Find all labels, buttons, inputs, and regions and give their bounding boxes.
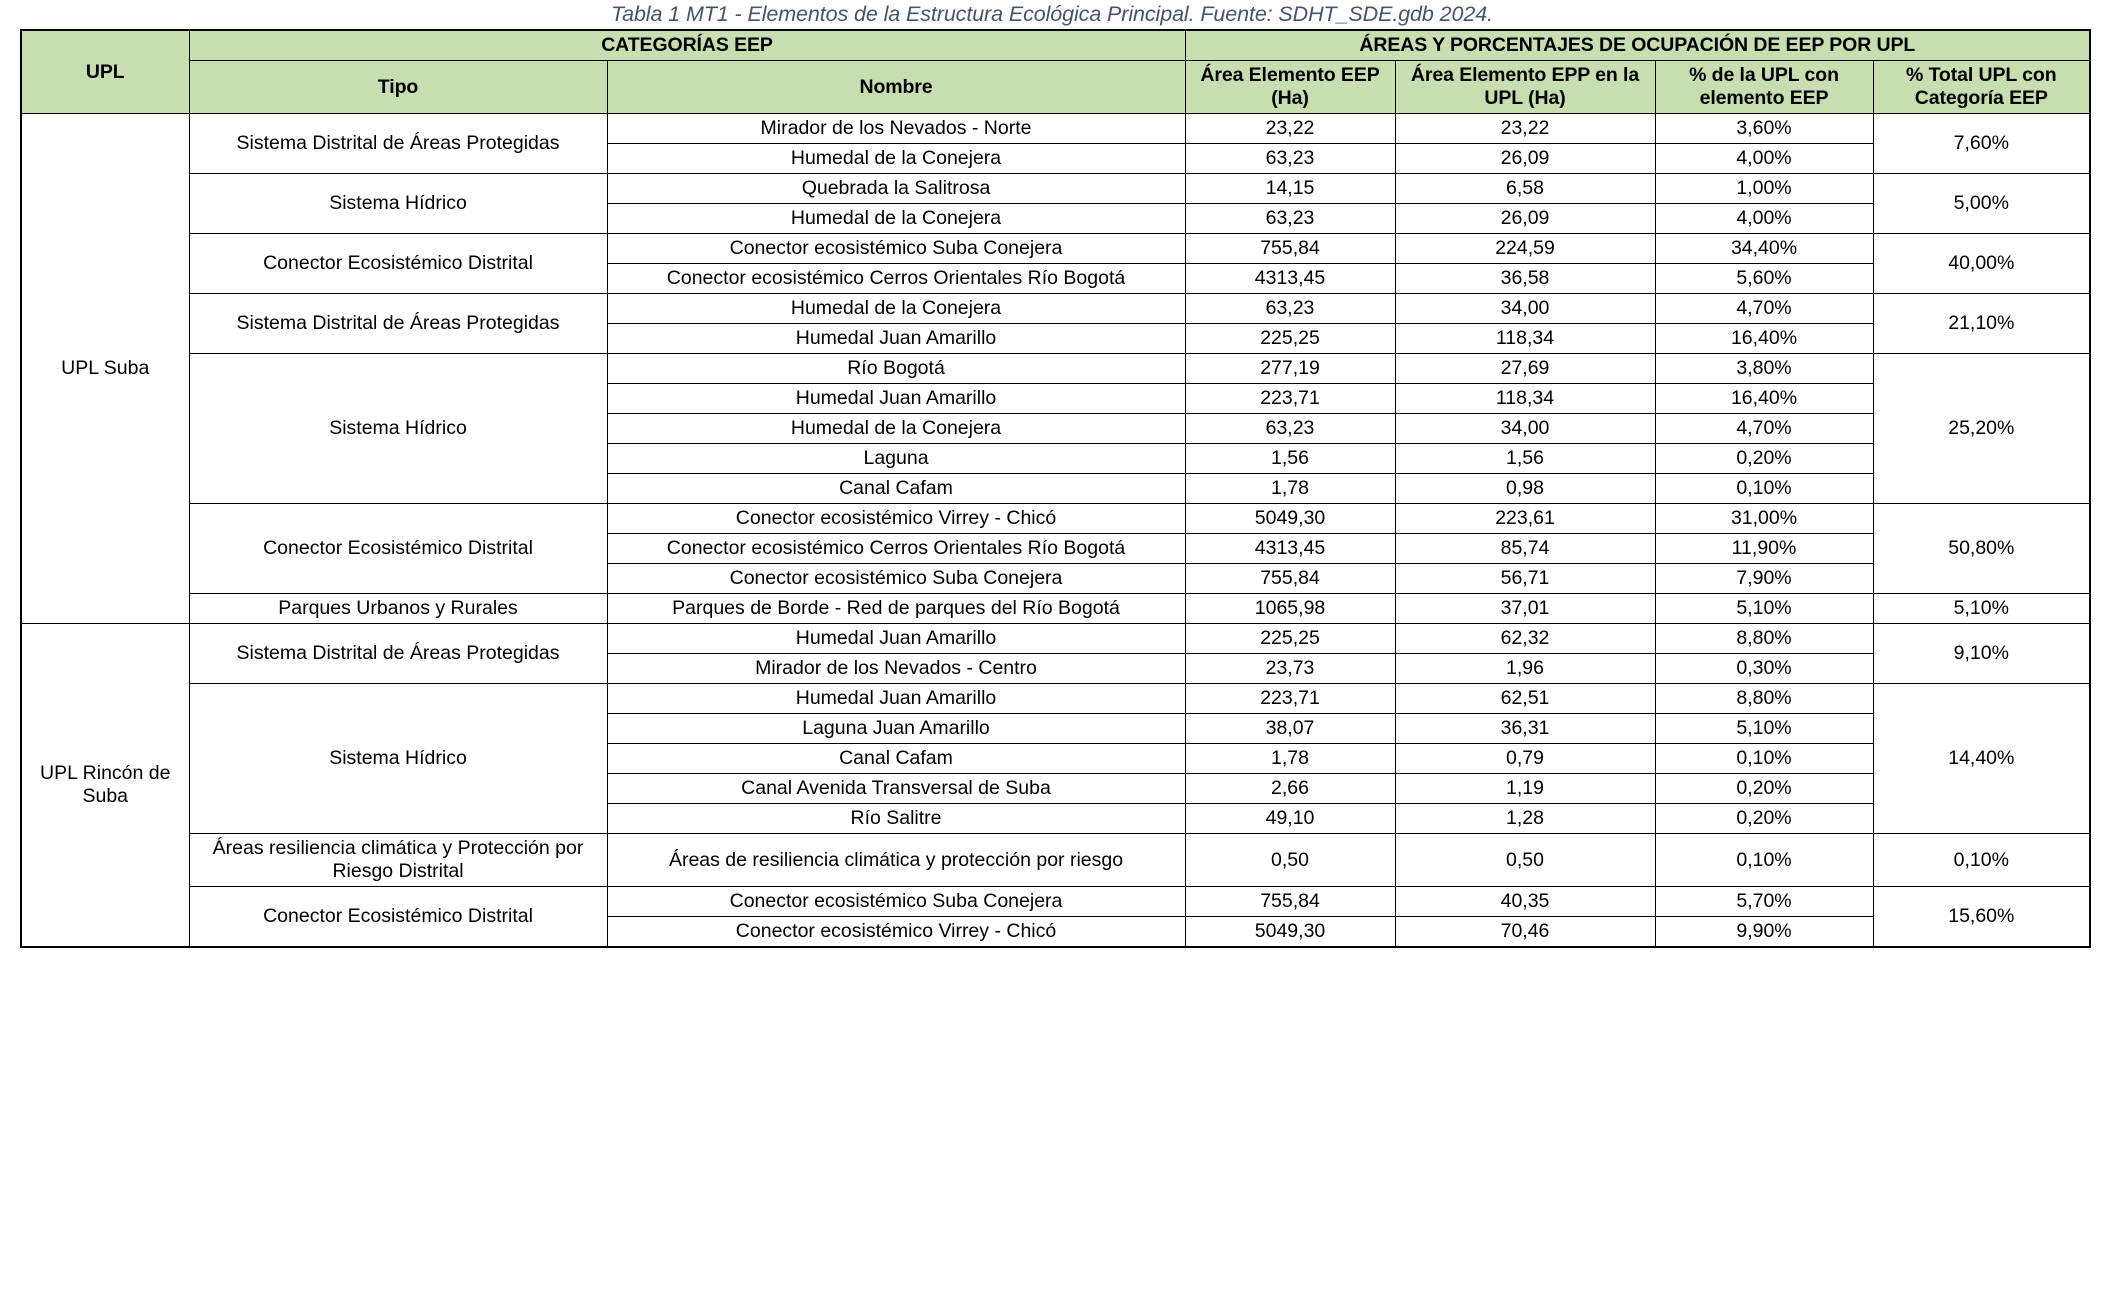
- cell-nombre: Humedal Juan Amarillo: [607, 324, 1185, 354]
- cell-area-elemento-eep: 14,15: [1185, 174, 1395, 204]
- cell-nombre: Conector ecosistémico Suba Conejera: [607, 234, 1185, 264]
- cell-tipo: Áreas resiliencia climática y Protección por Riesgo Distrital: [189, 834, 607, 887]
- cell-nombre: Río Bogotá: [607, 354, 1185, 384]
- cell-tipo: Parques Urbanos y Rurales: [189, 594, 607, 624]
- cell-tipo: Sistema Hídrico: [189, 354, 607, 504]
- table-row: [21, 504, 2090, 534]
- cell-area-elemento-upl: 56,71: [1395, 564, 1655, 594]
- cell-nombre: Conector ecosistémico Cerros Orientales Río Bogotá: [607, 534, 1185, 564]
- table-row: [21, 684, 2090, 714]
- cell-nombre: Humedal de la Conejera: [607, 414, 1185, 444]
- cell-area-elemento-upl: 34,00: [1395, 294, 1655, 324]
- header-upl: UPL: [21, 30, 189, 114]
- cell-nombre: Humedal Juan Amarillo: [607, 384, 1185, 414]
- cell-pct-elemento: 16,40%: [1655, 324, 1873, 354]
- cell-tipo: Conector Ecosistémico Distrital: [189, 887, 607, 948]
- cell-nombre: Humedal Juan Amarillo: [607, 624, 1185, 654]
- cell-pct-elemento: 5,10%: [1655, 714, 1873, 744]
- cell-nombre: Humedal de la Conejera: [607, 144, 1185, 174]
- cell-upl: UPL Suba: [21, 114, 189, 624]
- cell-area-elemento-upl: 1,56: [1395, 444, 1655, 474]
- cell-pct-elemento: 16,40%: [1655, 384, 1873, 414]
- table-row: [21, 624, 2090, 654]
- cell-pct-elemento: 5,10%: [1655, 594, 1873, 624]
- cell-pct-elemento: 0,20%: [1655, 774, 1873, 804]
- cell-area-elemento-eep: 4313,45: [1185, 534, 1395, 564]
- cell-area-elemento-eep: 0,50: [1185, 834, 1395, 887]
- cell-area-elemento-upl: 62,51: [1395, 684, 1655, 714]
- cell-area-elemento-upl: 1,28: [1395, 804, 1655, 834]
- cell-area-elemento-upl: 26,09: [1395, 144, 1655, 174]
- cell-upl: UPL Rincón de Suba: [21, 624, 189, 948]
- header-pct-upl-elemento: % de la UPL con elemento EEP: [1655, 61, 1873, 114]
- cell-pct-elemento: 9,90%: [1655, 917, 1873, 948]
- cell-pct-elemento: 1,00%: [1655, 174, 1873, 204]
- cell-area-elemento-eep: 2,66: [1185, 774, 1395, 804]
- cell-nombre: Río Salitre: [607, 804, 1185, 834]
- cell-area-elemento-eep: 49,10: [1185, 804, 1395, 834]
- cell-nombre: Canal Cafam: [607, 474, 1185, 504]
- table-row: [21, 174, 2090, 204]
- cell-area-elemento-upl: 62,32: [1395, 624, 1655, 654]
- cell-nombre: Humedal de la Conejera: [607, 204, 1185, 234]
- cell-area-elemento-upl: 26,09: [1395, 204, 1655, 234]
- eep-table: [20, 29, 2091, 948]
- cell-pct-total-categoria: 21,10%: [1873, 294, 2090, 354]
- cell-nombre: Mirador de los Nevados - Centro: [607, 654, 1185, 684]
- cell-area-elemento-eep: 755,84: [1185, 887, 1395, 917]
- cell-area-elemento-upl: 85,74: [1395, 534, 1655, 564]
- cell-pct-total-categoria: 5,00%: [1873, 174, 2090, 234]
- table-container: [0, 29, 2104, 948]
- cell-nombre: Conector ecosistémico Cerros Orientales Río Bogotá: [607, 264, 1185, 294]
- cell-pct-elemento: 34,40%: [1655, 234, 1873, 264]
- cell-pct-total-categoria: 5,10%: [1873, 594, 2090, 624]
- cell-tipo: Conector Ecosistémico Distrital: [189, 504, 607, 594]
- table-body: [21, 114, 2090, 948]
- cell-area-elemento-upl: 36,58: [1395, 264, 1655, 294]
- cell-nombre: Conector ecosistémico Virrey - Chicó: [607, 917, 1185, 948]
- cell-area-elemento-upl: 1,96: [1395, 654, 1655, 684]
- cell-pct-elemento: 0,20%: [1655, 444, 1873, 474]
- cell-pct-total-categoria: 14,40%: [1873, 684, 2090, 834]
- header-group-categorias: CATEGORÍAS EEP: [189, 30, 1185, 61]
- cell-area-elemento-eep: 63,23: [1185, 414, 1395, 444]
- cell-area-elemento-upl: 34,00: [1395, 414, 1655, 444]
- cell-area-elemento-eep: 63,23: [1185, 204, 1395, 234]
- cell-area-elemento-upl: 1,19: [1395, 774, 1655, 804]
- cell-nombre: Parques de Borde - Red de parques del Río Bogotá: [607, 594, 1185, 624]
- cell-pct-elemento: 0,10%: [1655, 744, 1873, 774]
- cell-area-elemento-eep: 23,73: [1185, 654, 1395, 684]
- cell-nombre: Canal Avenida Transversal de Suba: [607, 774, 1185, 804]
- cell-nombre: Áreas de resiliencia climática y protección por riesgo: [607, 834, 1185, 887]
- header-row-columns: [21, 61, 2090, 114]
- cell-pct-elemento: 4,00%: [1655, 204, 1873, 234]
- table-row: [21, 594, 2090, 624]
- cell-pct-total-categoria: 40,00%: [1873, 234, 2090, 294]
- cell-area-elemento-upl: 40,35: [1395, 887, 1655, 917]
- cell-tipo: Sistema Hídrico: [189, 174, 607, 234]
- cell-area-elemento-upl: 118,34: [1395, 324, 1655, 354]
- table-row: [21, 887, 2090, 917]
- cell-area-elemento-eep: 1,78: [1185, 474, 1395, 504]
- header-group-areas: ÁREAS Y PORCENTAJES DE OCUPACIÓN DE EEP POR UPL: [1185, 30, 2090, 61]
- cell-area-elemento-eep: 223,71: [1185, 684, 1395, 714]
- cell-pct-elemento: 31,00%: [1655, 504, 1873, 534]
- cell-area-elemento-eep: 755,84: [1185, 564, 1395, 594]
- cell-area-elemento-eep: 755,84: [1185, 234, 1395, 264]
- cell-pct-elemento: 5,70%: [1655, 887, 1873, 917]
- cell-pct-elemento: 11,90%: [1655, 534, 1873, 564]
- cell-area-elemento-eep: 4313,45: [1185, 264, 1395, 294]
- cell-area-elemento-upl: 0,79: [1395, 744, 1655, 774]
- cell-tipo: Sistema Distrital de Áreas Protegidas: [189, 114, 607, 174]
- cell-area-elemento-eep: 63,23: [1185, 294, 1395, 324]
- cell-area-elemento-upl: 0,50: [1395, 834, 1655, 887]
- cell-area-elemento-eep: 223,71: [1185, 384, 1395, 414]
- table-row: [21, 354, 2090, 384]
- cell-nombre: Quebrada la Salitrosa: [607, 174, 1185, 204]
- table-header: [21, 30, 2090, 114]
- cell-area-elemento-eep: 1065,98: [1185, 594, 1395, 624]
- header-area-elemento-epp-upl: Área Elemento EPP en la UPL (Ha): [1395, 61, 1655, 114]
- cell-area-elemento-upl: 23,22: [1395, 114, 1655, 144]
- cell-nombre: Conector ecosistémico Suba Conejera: [607, 887, 1185, 917]
- cell-pct-elemento: 0,20%: [1655, 804, 1873, 834]
- cell-area-elemento-eep: 1,78: [1185, 744, 1395, 774]
- table-row: [21, 294, 2090, 324]
- cell-pct-elemento: 3,60%: [1655, 114, 1873, 144]
- cell-pct-total-categoria: 50,80%: [1873, 504, 2090, 594]
- cell-pct-elemento: 0,10%: [1655, 474, 1873, 504]
- header-area-elemento-eep: Área Elemento EEP (Ha): [1185, 61, 1395, 114]
- cell-pct-elemento: 4,00%: [1655, 144, 1873, 174]
- cell-area-elemento-upl: 27,69: [1395, 354, 1655, 384]
- cell-pct-total-categoria: 15,60%: [1873, 887, 2090, 948]
- cell-nombre: Laguna: [607, 444, 1185, 474]
- cell-pct-elemento: 0,10%: [1655, 834, 1873, 887]
- cell-area-elemento-upl: 118,34: [1395, 384, 1655, 414]
- table-row: [21, 234, 2090, 264]
- cell-area-elemento-upl: 37,01: [1395, 594, 1655, 624]
- cell-pct-elemento: 7,90%: [1655, 564, 1873, 594]
- cell-area-elemento-upl: 36,31: [1395, 714, 1655, 744]
- cell-area-elemento-eep: 38,07: [1185, 714, 1395, 744]
- cell-area-elemento-eep: 63,23: [1185, 144, 1395, 174]
- cell-area-elemento-eep: 5049,30: [1185, 504, 1395, 534]
- header-tipo: Tipo: [189, 61, 607, 114]
- cell-area-elemento-eep: 225,25: [1185, 324, 1395, 354]
- cell-tipo: Sistema Distrital de Áreas Protegidas: [189, 624, 607, 684]
- cell-pct-elemento: 0,30%: [1655, 654, 1873, 684]
- cell-area-elemento-upl: 6,58: [1395, 174, 1655, 204]
- cell-tipo: Sistema Hídrico: [189, 684, 607, 834]
- table-caption: Tabla 1 MT1 - Elementos de la Estructura Ecológica Principal. Fuente: SDHT_SDE.gdb 2024.: [611, 2, 1493, 26]
- cell-area-elemento-upl: 70,46: [1395, 917, 1655, 948]
- cell-nombre: Canal Cafam: [607, 744, 1185, 774]
- cell-nombre: Humedal Juan Amarillo: [607, 684, 1185, 714]
- table-row: [21, 834, 2090, 887]
- header-pct-total-upl-categoria: % Total UPL con Categoría EEP: [1873, 61, 2090, 114]
- header-nombre: Nombre: [607, 61, 1185, 114]
- cell-pct-total-categoria: 0,10%: [1873, 834, 2090, 887]
- cell-pct-elemento: 8,80%: [1655, 624, 1873, 654]
- cell-nombre: Conector ecosistémico Suba Conejera: [607, 564, 1185, 594]
- cell-nombre: Conector ecosistémico Virrey - Chicó: [607, 504, 1185, 534]
- cell-nombre: Mirador de los Nevados - Norte: [607, 114, 1185, 144]
- cell-pct-elemento: 5,60%: [1655, 264, 1873, 294]
- cell-area-elemento-eep: 225,25: [1185, 624, 1395, 654]
- cell-nombre: Laguna Juan Amarillo: [607, 714, 1185, 744]
- table-row: [21, 114, 2090, 144]
- cell-pct-elemento: 4,70%: [1655, 414, 1873, 444]
- cell-pct-total-categoria: 25,20%: [1873, 354, 2090, 504]
- cell-pct-total-categoria: 7,60%: [1873, 114, 2090, 174]
- header-row-groups: [21, 30, 2090, 61]
- cell-area-elemento-upl: 223,61: [1395, 504, 1655, 534]
- cell-pct-elemento: 8,80%: [1655, 684, 1873, 714]
- cell-area-elemento-upl: 224,59: [1395, 234, 1655, 264]
- cell-area-elemento-eep: 23,22: [1185, 114, 1395, 144]
- cell-area-elemento-upl: 0,98: [1395, 474, 1655, 504]
- cell-pct-elemento: 4,70%: [1655, 294, 1873, 324]
- cell-tipo: Sistema Distrital de Áreas Protegidas: [189, 294, 607, 354]
- cell-area-elemento-eep: 1,56: [1185, 444, 1395, 474]
- cell-area-elemento-eep: 277,19: [1185, 354, 1395, 384]
- cell-nombre: Humedal de la Conejera: [607, 294, 1185, 324]
- cell-area-elemento-eep: 5049,30: [1185, 917, 1395, 948]
- cell-pct-elemento: 3,80%: [1655, 354, 1873, 384]
- cell-pct-total-categoria: 9,10%: [1873, 624, 2090, 684]
- cell-tipo: Conector Ecosistémico Distrital: [189, 234, 607, 294]
